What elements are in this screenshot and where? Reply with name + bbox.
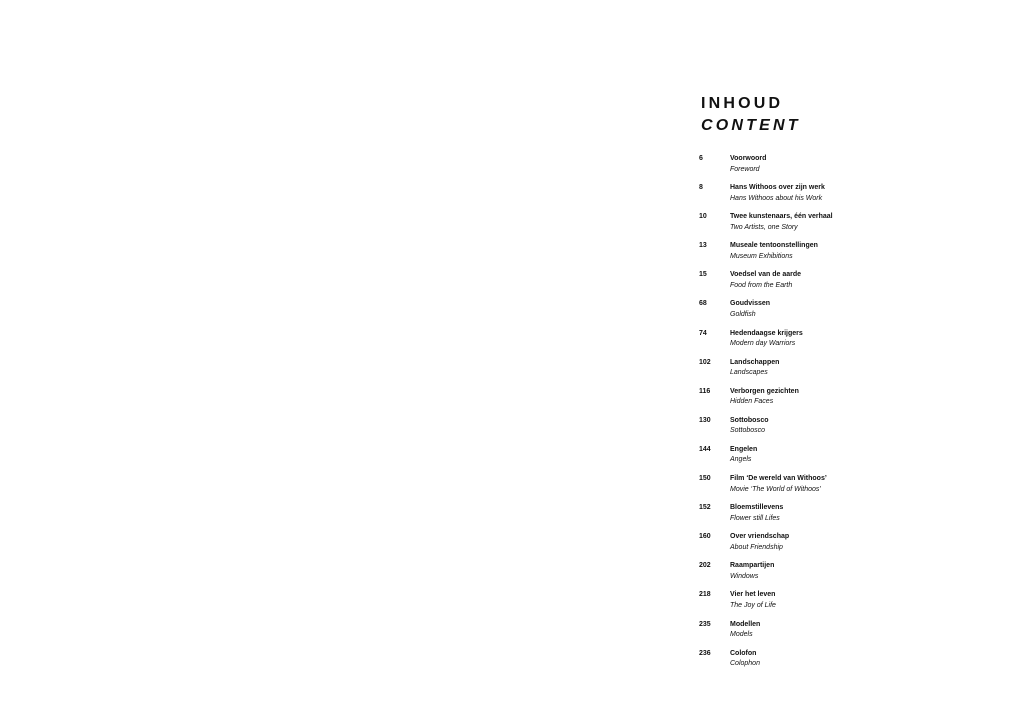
toc-page-number: 160 <box>699 533 711 541</box>
toc-title-dutch: Over vriendschap <box>730 533 790 541</box>
table-of-contents <box>699 154 999 678</box>
toc-entry <box>699 416 999 445</box>
toc-title-dutch: Twee kunstenaars, één verhaal <box>730 213 833 221</box>
toc-title-english: Hidden Faces <box>730 398 774 406</box>
heading-english: CONTENT <box>701 117 801 134</box>
toc-title-english: Angels <box>730 456 752 464</box>
toc-entry <box>699 241 999 270</box>
toc-title-english: Foreword <box>730 165 760 173</box>
toc-title-dutch: Sottobosco <box>730 416 769 424</box>
toc-title-english: Movie ‘The World of Withoos’ <box>730 485 821 493</box>
toc-page-number: 15 <box>699 271 707 279</box>
toc-title-dutch: Voorwoord <box>730 155 767 162</box>
toc-entry <box>699 590 999 619</box>
toc-entry <box>699 154 999 183</box>
toc-title-english: Models <box>730 631 753 638</box>
heading-dutch: INHOUD <box>701 95 784 112</box>
toc-page-number: 218 <box>699 591 711 599</box>
toc-title-dutch: Voedsel van de aarde <box>730 271 802 279</box>
toc-title-english: Modern day Warriors <box>730 340 796 348</box>
toc-title-dutch: Goudvissen <box>730 300 771 308</box>
toc-title-english: Landscapes <box>730 369 768 377</box>
toc-title-dutch: Film ‘De wereld van Withoos’ <box>730 475 827 483</box>
toc-page-number: 152 <box>699 504 711 512</box>
toc-title-english: Flower still Lifes <box>730 514 780 522</box>
toc-page-number: 102 <box>699 358 711 366</box>
toc-page-number: 10 <box>699 213 707 221</box>
toc-entry <box>699 183 999 212</box>
toc-title-english: Museum Exhibitions <box>730 252 793 260</box>
contents-heading <box>701 93 801 137</box>
toc-title-english: The Joy of Life <box>730 601 776 609</box>
toc-title-english: Hans Withoos about his Work <box>730 194 823 202</box>
toc-entry <box>699 561 999 590</box>
toc-title-dutch: Colofon <box>730 649 757 657</box>
toc-page-number: 74 <box>699 329 707 337</box>
toc-entry <box>699 445 999 474</box>
toc-title-dutch: Vier het leven <box>730 591 776 599</box>
toc-title-dutch: Modellen <box>730 620 761 628</box>
toc-title-dutch: Landschappen <box>730 358 780 366</box>
toc-page-number: 6 <box>699 155 703 162</box>
toc-entry <box>699 532 999 561</box>
toc-entry <box>699 387 999 416</box>
toc-entry <box>699 270 999 299</box>
toc-title-dutch: Hans Withoos over zijn werk <box>730 184 825 192</box>
toc-page-number: 68 <box>699 300 707 308</box>
toc-entry <box>699 212 999 241</box>
toc-entry <box>699 649 999 678</box>
toc-page-number: 236 <box>699 649 711 657</box>
toc-page-number: 150 <box>699 475 711 483</box>
toc-entry <box>699 474 999 503</box>
toc-page-number: 130 <box>699 416 711 424</box>
toc-title-english: Sottobosco <box>730 427 766 435</box>
toc-entry <box>699 358 999 387</box>
toc-page-number: 116 <box>699 387 711 395</box>
toc-page-number: 13 <box>699 242 707 250</box>
toc-page-number: 202 <box>699 562 711 570</box>
toc-page-number: 8 <box>699 184 703 192</box>
toc-title-english: Goldfish <box>730 310 756 318</box>
toc-page-number: 144 <box>699 445 711 453</box>
toc-page-number: 235 <box>699 620 711 628</box>
toc-title-english: Food from the Earth <box>730 281 793 289</box>
toc-entry <box>699 620 999 649</box>
toc-entry <box>699 503 999 532</box>
toc-title-english: About Friendship <box>730 543 783 551</box>
toc-entry <box>699 299 999 328</box>
toc-title-dutch: Verborgen gezichten <box>730 387 799 395</box>
toc-title-english: Colophon <box>730 660 760 668</box>
toc-title-english: Two Artists, one Story <box>730 223 798 231</box>
contents-page <box>515 0 1030 728</box>
toc-title-english: Windows <box>730 572 759 580</box>
toc-title-dutch: Museale tentoonstellingen <box>730 242 818 250</box>
toc-title-dutch: Bloemstillevens <box>730 504 784 512</box>
toc-title-dutch: Hedendaagse krijgers <box>730 329 803 337</box>
toc-title-dutch: Raampartijen <box>730 562 775 570</box>
toc-entry <box>699 329 999 358</box>
toc-title-dutch: Engelen <box>730 445 758 453</box>
